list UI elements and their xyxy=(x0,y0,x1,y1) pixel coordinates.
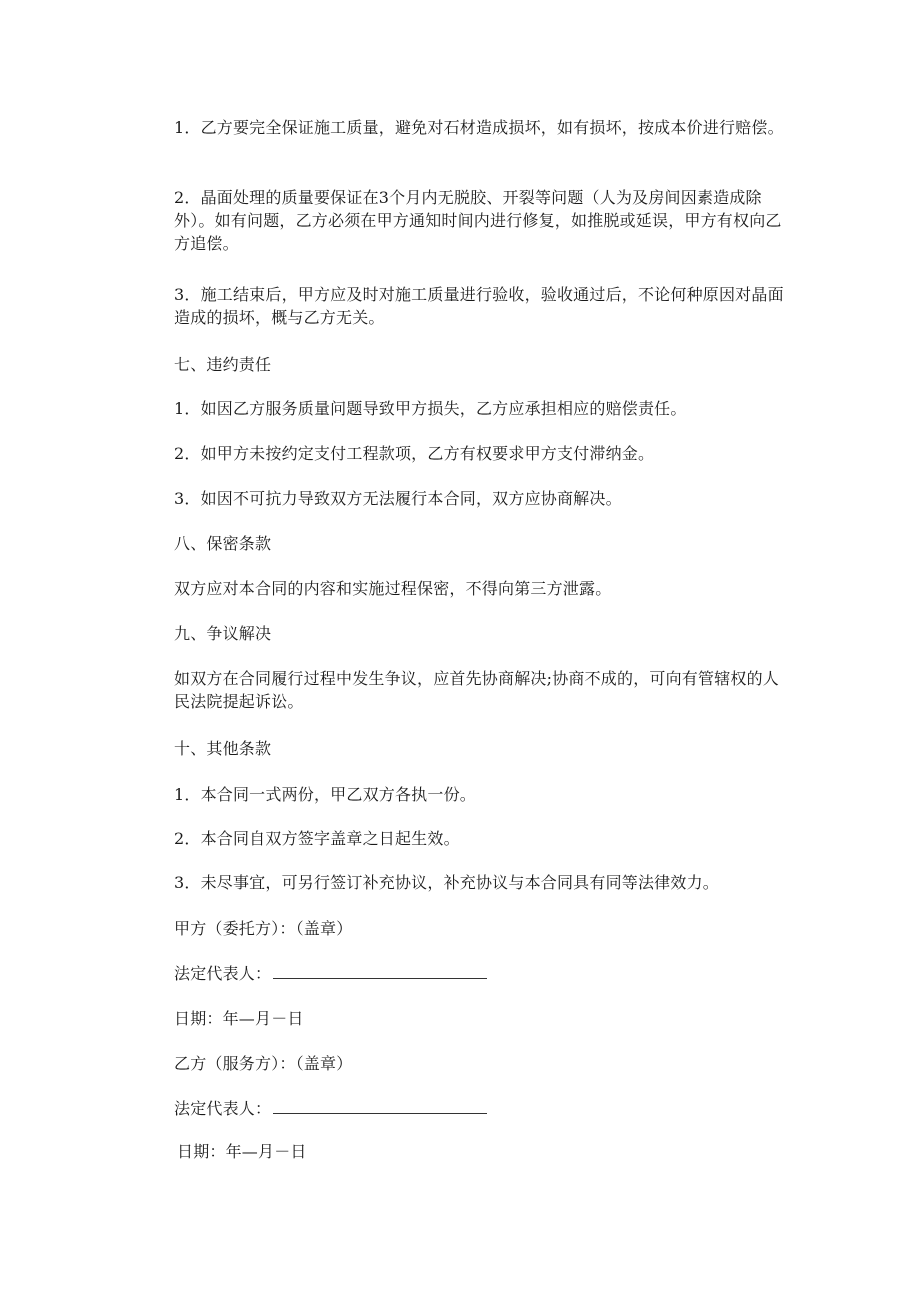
party-b-rep-line xyxy=(174,1097,784,1120)
section-7-heading: 七、违约责任 xyxy=(174,355,272,374)
party-a-date: 日期：年—月－日 xyxy=(174,1009,304,1028)
section-10-item-3: 3．未尽事宜，可另行签订补充协议，补充协议与本合同具有同等法律效力。 xyxy=(174,873,719,892)
section-10-item-1: 1．本合同一式两份，甲乙双方各执一份。 xyxy=(174,785,476,804)
party-a-rep-line xyxy=(174,962,784,985)
section-9-heading: 九、争议解决 xyxy=(174,624,272,643)
section-10-item-2: 2．本合同自双方签字盖章之日起生效。 xyxy=(174,829,460,848)
party-a-rep-label: 法定代表人： xyxy=(174,964,272,983)
section-8-heading: 八、保密条款 xyxy=(174,534,272,553)
quality-clause-2: 2．晶面处理的质量要保证在3个月内无脱胶、开裂等问题（人为及房间因素造成除外）。如有问题，乙方必须在甲方通知时间内进行修复，如推脱或延误，甲方有权向乙方追偿。 xyxy=(174,188,782,253)
party-b-rep-label: 法定代表人： xyxy=(174,1099,272,1118)
section-10-heading: 十、其他条款 xyxy=(174,739,272,758)
section-7-item-2: 2．如甲方未按约定支付工程款项，乙方有权要求甲方支付滞纳金。 xyxy=(174,444,655,463)
section-7-item-1: 1．如因乙方服务质量问题导致甲方损失，乙方应承担相应的赔偿责任。 xyxy=(174,399,687,418)
quality-clause-3: 3．施工结束后，甲方应及时对施工质量进行验收，验收通过后，不论何种原因对晶面造成的损坏，概与乙方无关。 xyxy=(174,285,784,327)
party-a-label: 甲方（委托方）：（盖章） xyxy=(174,919,353,938)
section-8-text: 双方应对本合同的内容和实施过程保密，不得向第三方泄露。 xyxy=(174,579,612,598)
quality-clause-1: 1．乙方要完全保证施工质量，避免对石材造成损坏，如有损坏，按成本价进行赔偿。 xyxy=(174,118,784,137)
section-9-text: 如双方在合同履行过程中发生争议，应首先协商解决;协商不成的，可向有管辖权的人民法院提起诉讼。 xyxy=(174,669,779,711)
section-7-item-3: 3．如因不可抗力导致双方无法履行本合同，双方应协商解决。 xyxy=(174,489,622,508)
party-b-label: 乙方（服务方）：（盖章） xyxy=(174,1054,353,1073)
party-a-signature-line xyxy=(273,964,487,979)
party-b-signature-line xyxy=(273,1099,487,1114)
party-b-date: 日期：年—月－日 xyxy=(177,1142,307,1161)
